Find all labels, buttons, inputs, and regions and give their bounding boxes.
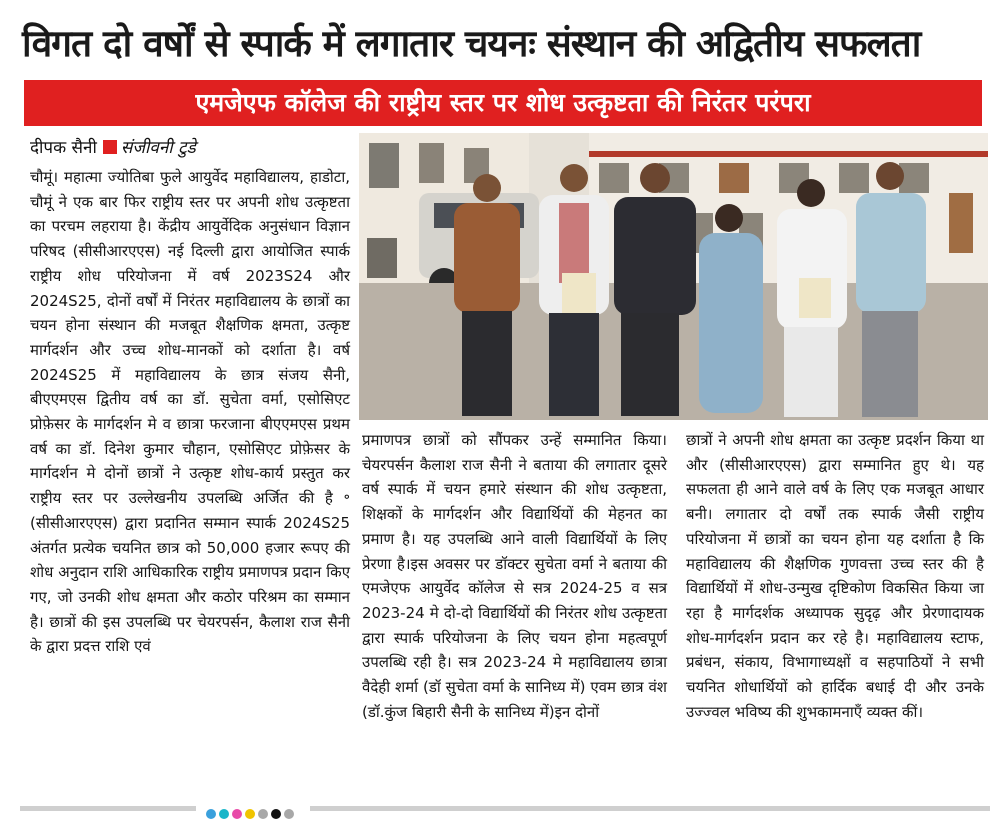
article-column-2 [362,428,667,724]
news-photo [359,133,988,420]
byline-publication: संजीवनी टुडे [120,138,196,158]
headline: विगत दो वर्षों से स्पार्क में लगातार चयनः संस्थान की अद्वितीय सफलता [22,22,921,65]
article-column-3 [686,428,984,724]
print-mark-dot [232,809,242,819]
print-mark-dot [245,809,255,819]
print-mark-dot [258,809,268,819]
column-1-text: चौमूं। महात्मा ज्योतिबा फुले आयुर्वेद महाविद्यालय, हाडोटा, चौमूं ने एक बार फिर राष्ट्रीय स्तर पर अपनी शोध उत्कृष्टता का परचम लहराया है। केंद्रीय आयुर्वेदिक अनुसंधान विज्ञान परिषद (सीसीआरएएस) नई दिल्ली द्वारा आयोजित स्पार्क राष्ट्रीय शोध परियोजना में वर्ष 2023S24 और 2024S25, दोनों वर्षों में निरंतर महाविद्यालय के छात्रों का चयन होना संस्थान की मजबूत शैक्षणिक क्षमता, उत्कृष्ट मार्गदर्शन और उच्च शोध-मानकों को दर्शाता है। वर्ष 2024S25 में महाविद्यालय के छात्र संजय सैनी, बीएएमएस द्वितीय वर्ष का डॉ. सुचेता वर्मा, एसोसिएट प्रोफ़ेसर के मार्गदर्शन मे व छात्रा फरजाना बीएएमएस प्रथम वर्ष का डॉ. दिनेश कुमार चौहान, एसोसिएट प्रोफ़ेसर के मार्गदर्शन मे दोनों छात्रों ने उत्कृष्ट शोध-कार्य प्रस्तुत कर राष्ट्रीय स्तर पर उल्लेखनीय उपलब्धि अर्जित की है ॰ (सीसीआरएएस) द्वारा प्रदानित सम्मान स्पार्क 2024S25 अंतर्गत प्रत्येक चयनित छात्र को 50,000 हजार रूपए की शोध अनुदान राशि आधिकारिक राष्ट्रीय प्रमाणपत्र प्रदान किए गए, जो उनकी शोध क्षमता और कठोर परिश्रम का सम्मान है। छात्रों की इस उपलब्धि पर चेयरपर्सन, कैलाश राज सैनी के द्वारा प्रदत्त राशि एवं [30,168,350,656]
byline-separator [103,140,117,154]
print-mark-dot [206,809,216,819]
print-strip-right [310,806,990,811]
print-mark-dot [284,809,294,819]
column-3-text: छात्रों ने अपनी शोध क्षमता का उत्कृष्ट प्रदर्शन किया था और (सीसीआरएएस) द्वारा सम्मानित हुए थे। यह सफलता ही आने वाले वर्ष के लिए एक मजबूत आधार बनी। लगातार दो वर्षों तक स्पार्क जैसी राष्ट्रीय परियोजना में छात्रों का चयन होना यह दर्शाता है कि महाविद्यालय की शैक्षणिक गुणवत्ता उच्च स्तर की है विद्यार्थियों में शोध-उन्मुख दृष्टिकोण विकसित किया जा रहा है मार्गदर्शक अध्यापक सुदृढ़ और प्रेरणादायक शोध-मार्गदर्शन प्रदान कर रहे है। महाविद्यालय स्टाफ, प्रबंधन, संकाय, विभागाध्यक्षों व सहपाठियों ने सभी चयनित शोधार्थियों को हार्दिक बधाई दी और उनके उज्ज्वल भविष्य की शुभकामनाएँ व्यक्त कीं। [686,431,984,721]
byline [30,134,196,162]
subheadline-banner: एमजेएफ कॉलेज की राष्ट्रीय स्तर पर शोध उत्कृष्टता की निरंतर परंपरा [24,80,982,126]
article-column-1 [30,165,350,659]
column-2-text: प्रमाणपत्र छात्रों को सौंपकर उन्हें सम्मानित किया।चेयरपर्सन कैलाश राज सैनी ने बताया की लगातार दूसरे वर्ष स्पार्क में चयन हमारे संस्थान की शोध उत्कृष्टता, शिक्षकों के मार्गदर्शन और विद्यार्थियों की मेहनत का प्रमाण है। यह उपलब्धि आने वाली विद्यार्थियों के लिए प्रेरणा है।इस अवसर पर डॉक्टर सुचेता वर्मा ने बताया की एमजेएफ आयुर्वेद कॉलेज से सत्र 2024-25 व सत्र 2023-24 मे दो-दो विद्यार्थियों की निरंतर शोध उत्कृष्टता द्वारा स्पार्क परियोजना के लिए चयन होना महत्वपूर्ण उपलब्धि रही है। सत्र 2023-24 मे महाविद्यालय छात्रा वैदेही शर्मा (डॉ सुचेता वर्मा के सानिध्य में) एवम छात्र वंश (डॉ.कुंज बिहारी सैनी के सानिध्य में)इन दोनों [362,431,667,721]
print-strip-left [20,806,196,811]
byline-author: दीपक सैनी [30,138,97,158]
group-photo-illustration [359,133,988,420]
print-color-marks [206,804,297,816]
print-mark-dot [219,809,229,819]
print-mark-dot [271,809,281,819]
